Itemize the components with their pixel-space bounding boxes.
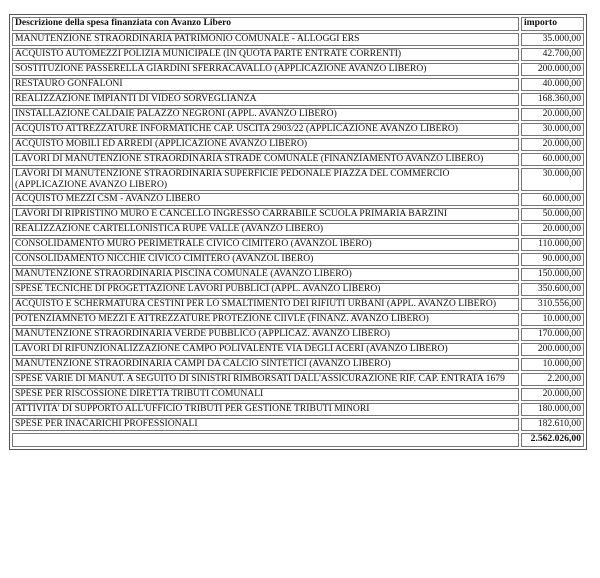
row-amount-cell: 150.000,00 xyxy=(521,268,584,281)
table-row xyxy=(12,153,584,166)
row-description-cell: LAVORI DI MANUTENZIONE STRAORDINARIA SUPERFICIE PEDONALE PIAZZA DEL COMMERCIO (APPLICAZIONE AVANZO LIBERO) xyxy=(12,168,519,191)
row-amount-cell: 50.000,00 xyxy=(521,208,584,221)
table-row xyxy=(12,78,584,91)
table-row xyxy=(12,328,584,341)
row-amount-cell: 110.000,00 xyxy=(521,238,584,251)
row-description-cell: ATTIVITA' DI SUPPORTO ALL'UFFICIO TRIBUTI PER GESTIONE TRIBUTI MINORI xyxy=(12,403,519,416)
table-row xyxy=(12,268,584,281)
row-description-cell: REALIZZAZIONE CARTELLONISTICA RUPE VALLE (AVANZO LIBERO) xyxy=(12,223,519,236)
row-description-cell: REALIZZAZIONE IMPIANTI DI VIDEO SORVEGLIANZA xyxy=(12,93,519,106)
row-amount-cell: 35.000,00 xyxy=(521,33,584,46)
row-amount-cell: 200.000,00 xyxy=(521,63,584,76)
table-row xyxy=(12,283,584,296)
table-row xyxy=(12,193,584,206)
row-amount-cell: 60.000,00 xyxy=(521,193,584,206)
row-description-cell: ACQUISTO ATTREZZATURE INFORMATICHE CAP. USCITA 2903/22 (APPLICAZIONE AVANZO LIBERO) xyxy=(12,123,519,136)
table-row xyxy=(12,123,584,136)
row-description-cell: ACQUISTO AUTOMEZZI POLIZIA MUNICIPALE (IN QUOTA PARTE ENTRATE CORRENTI) xyxy=(12,48,519,61)
row-description-cell: MANUTENZIONE STRAORDINARIA PISCINA COMUNALE (AVANZO LIBERO) xyxy=(12,268,519,281)
table-body xyxy=(12,33,584,431)
row-amount-cell: 170.000,00 xyxy=(521,328,584,341)
row-description-cell: MANUTENZIONE STRAORDINARIA VERDE PUBBLICO (APPLICAZ. AVANZO LIBERO) xyxy=(12,328,519,341)
column-header-description: Descrizione della spesa finanziata con Avanzo Libero xyxy=(12,17,519,31)
row-amount-cell: 40.000,00 xyxy=(521,78,584,91)
row-description-cell: INSTALLAZIONE CALDAIE PALAZZO NEGRONI (APPL. AVANZO LIBERO) xyxy=(12,108,519,121)
row-description-cell: ACQUISTO E SCHERMATURA CESTINI PER LO SMALTIMENTO DEI RIFIUTI URBANI (APPL. AVANZO LIBERO) xyxy=(12,298,519,311)
row-amount-cell: 180.000,00 xyxy=(521,403,584,416)
table-row xyxy=(12,388,584,401)
row-amount-cell: 60.000,00 xyxy=(521,153,584,166)
row-amount-cell: 20.000,00 xyxy=(521,108,584,121)
row-amount-cell: 90.000,00 xyxy=(521,253,584,266)
total-row xyxy=(12,433,584,447)
row-description-cell: SOSTITUZIONE PASSERELLA GIARDINI SFERRACAVALLO (APPLICAZIONE AVANZO LIBERO) xyxy=(12,63,519,76)
table-row xyxy=(12,313,584,326)
row-amount-cell: 20.000,00 xyxy=(521,138,584,151)
row-amount-cell: 30.000,00 xyxy=(521,168,584,191)
column-header-amount: importo xyxy=(521,17,584,31)
row-description-cell: MANUTENZIONE STRAORDINARIA PATRIMONIO COMUNALE - ALLOGGI ERS xyxy=(12,33,519,46)
table-row xyxy=(12,373,584,386)
row-amount-cell: 42.700,00 xyxy=(521,48,584,61)
row-description-cell: LAVORI DI RIFUNZIONALIZZAZIONE CAMPO POLIVALENTE VIA DEGLI ACERI (AVANZO LIBERO) xyxy=(12,343,519,356)
document-page xyxy=(9,14,583,450)
table-row xyxy=(12,138,584,151)
row-description-cell: CONSOLIDAMENTO NICCHIE CIVICO CIMITERO (AVANZOL IBERO) xyxy=(12,253,519,266)
table-row xyxy=(12,33,584,46)
row-amount-cell: 20.000,00 xyxy=(521,388,584,401)
table-row xyxy=(12,63,584,76)
table-row xyxy=(12,223,584,236)
table-row xyxy=(12,93,584,106)
table-row xyxy=(12,343,584,356)
table-row xyxy=(12,108,584,121)
total-label-cell xyxy=(12,433,519,447)
table-row xyxy=(12,168,584,191)
total-amount-cell: 2.562.026,00 xyxy=(521,433,584,447)
row-description-cell: RESTAURO GONFALONI xyxy=(12,78,519,91)
row-amount-cell: 310.556,00 xyxy=(521,298,584,311)
row-amount-cell: 200.000,00 xyxy=(521,343,584,356)
row-amount-cell: 30.000,00 xyxy=(521,123,584,136)
row-amount-cell: 350.600,00 xyxy=(521,283,584,296)
row-amount-cell: 10.000,00 xyxy=(521,358,584,371)
row-description-cell: SPESE VARIE DI MANUT. A SEGUITO DI SINISTRI RIMBORSATI DALL'ASSICURAZIONE RIF. CAP. ENTRATA 1679 xyxy=(12,373,519,386)
table-row xyxy=(12,253,584,266)
row-description-cell: SPESE PER RISCOSSIONE DIRETTA TRIBUTI COMUNALI xyxy=(12,388,519,401)
table-row xyxy=(12,358,584,371)
row-description-cell: MANUTENZIONE STRAORDINARIA CAMPI DA CALCIO SINTETICI (AVANZO LIBERO) xyxy=(12,358,519,371)
table-row xyxy=(12,238,584,251)
row-description-cell: CONSOLIDAMENTO MURO PERIMETRALE CIVICO CIMITERO (AVANZOL IBERO) xyxy=(12,238,519,251)
table-row xyxy=(12,418,584,431)
row-amount-cell: 168.360,00 xyxy=(521,93,584,106)
table-row xyxy=(12,403,584,416)
row-amount-cell: 20.000,00 xyxy=(521,223,584,236)
row-amount-cell: 182.610,00 xyxy=(521,418,584,431)
row-amount-cell: 10.000,00 xyxy=(521,313,584,326)
expense-table xyxy=(9,14,587,450)
row-description-cell: ACQUISTO MOBILI ED ARREDI (APPLICAZIONE AVANZO LIBERO) xyxy=(12,138,519,151)
row-description-cell: LAVORI DI RIPRISTINO MURO E CANCELLO INGRESSO CARRABILE SCUOLA PRIMARIA BARZINI xyxy=(12,208,519,221)
table-row xyxy=(12,298,584,311)
table-row xyxy=(12,208,584,221)
row-amount-cell: 2.200,00 xyxy=(521,373,584,386)
row-description-cell: LAVORI DI MANUTENZIONE STRAORDINARIA STRADE COMUNALE (FINANZIAMENTO AVANZO LIBERO) xyxy=(12,153,519,166)
row-description-cell: ACQUISTO MEZZI CSM - AVANZO LIBERO xyxy=(12,193,519,206)
row-description-cell: SPESE TECNICHE DI PROGETTAZIONE LAVORI PUBBLICI (APPL. AVANZO LIBERO) xyxy=(12,283,519,296)
table-row xyxy=(12,48,584,61)
row-description-cell: SPESE PER INACARICHI PROFESSIONALI xyxy=(12,418,519,431)
row-description-cell: POTENZIAMNETO MEZZI E ATTREZZATURE PROTEZIONE CIIVLE (FINANZ. AVANZO LIBERO) xyxy=(12,313,519,326)
table-header-row xyxy=(12,17,584,31)
